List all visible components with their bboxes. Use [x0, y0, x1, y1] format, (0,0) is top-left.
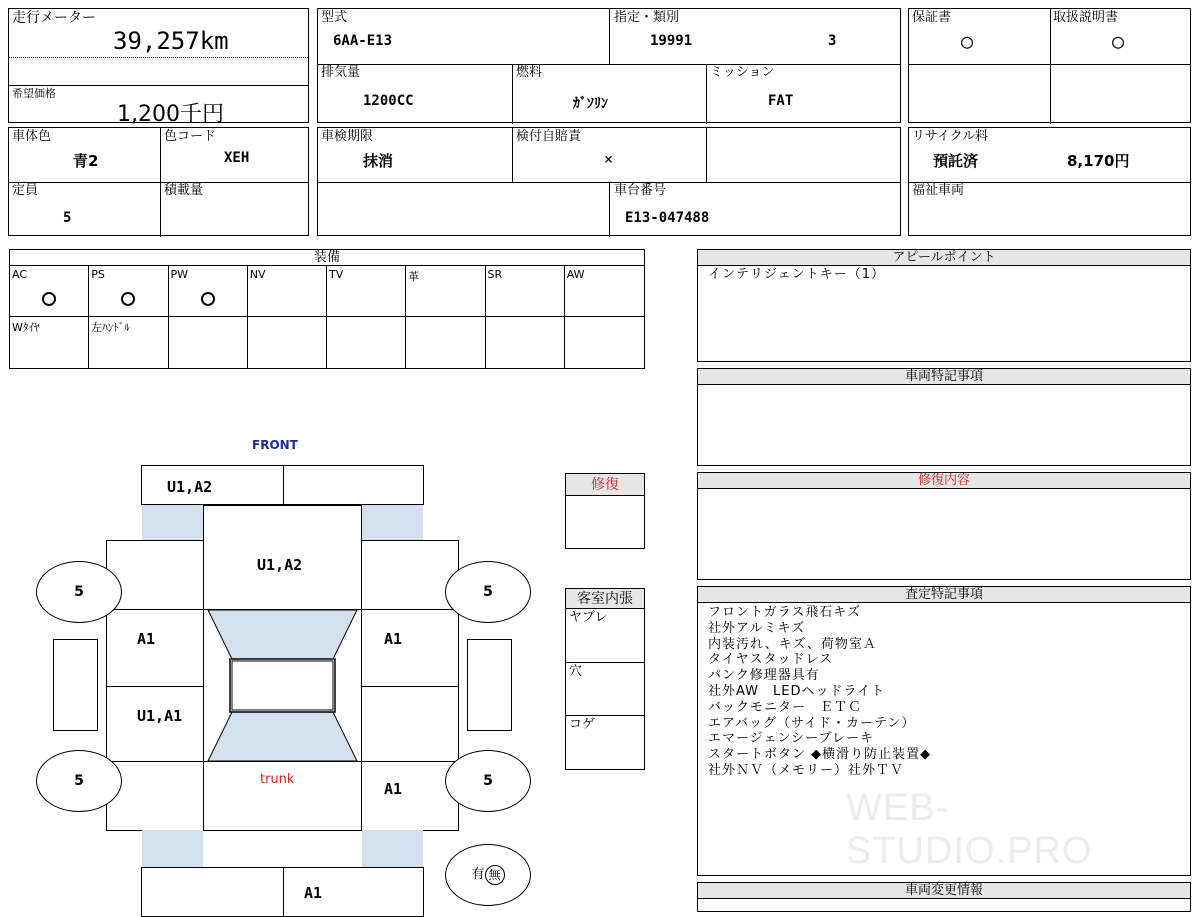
- equipment-cell-tv: [327, 266, 406, 317]
- tire-front-right[interactable]: 5: [445, 561, 531, 623]
- interior-item-tear: ヤブレ: [569, 610, 608, 625]
- right-rear-fender[interactable]: [361, 761, 459, 831]
- change-info-title: 車両変更情報: [698, 883, 1190, 899]
- left-rear-fender[interactable]: [106, 761, 204, 831]
- interior-box: [565, 588, 645, 770]
- equipment-cell-ac: [10, 266, 89, 317]
- equipment-check-mark: [10, 291, 88, 310]
- mission-label: ミッション: [710, 65, 775, 80]
- assessment-line: パンク修理器具有: [708, 668, 820, 684]
- equipment-check-mark: [169, 291, 247, 310]
- color-code-value: XEH: [224, 150, 250, 166]
- equipment-cell-row2: [406, 317, 485, 368]
- inspection-label: 車検期限: [321, 129, 374, 144]
- capacity-value: 5: [63, 210, 72, 226]
- displacement-label: 排気量: [321, 65, 361, 80]
- assessment-line: 社外アルミキズ: [708, 620, 806, 636]
- equipment-cell-row2: [89, 317, 168, 368]
- capacity-label: 定員: [12, 183, 39, 198]
- car-diagram: [0, 430, 560, 900]
- assessment-line: タイヤスタッドレス: [708, 652, 834, 668]
- equipment-label: 左ﾊﾝﾄﾞﾙ: [91, 321, 130, 334]
- model-box: [317, 8, 901, 123]
- equipment-table: [9, 249, 645, 369]
- front-right-pillar: [362, 505, 423, 541]
- rear-bumper[interactable]: [141, 867, 424, 917]
- interior-item-burn: コゲ: [569, 717, 596, 732]
- assessment-title: 査定特記事項: [698, 587, 1190, 603]
- special-notes-title: 車両特記事項: [698, 369, 1190, 385]
- equipment-label: PW: [170, 268, 189, 281]
- watermark: WEB-STUDIO.PRO: [846, 787, 1093, 872]
- tire-rear-left[interactable]: 5: [36, 750, 122, 812]
- equipment-cell-row2: [486, 317, 565, 368]
- odometer-label: 走行メーター: [12, 10, 96, 26]
- repair-box: [565, 473, 645, 549]
- tire-rear-right[interactable]: 5: [445, 750, 531, 812]
- left-front-door[interactable]: [106, 609, 204, 687]
- load-label: 積載量: [164, 183, 204, 198]
- fuel-value: ｶﾞｿﾘﾝ: [573, 96, 608, 112]
- right-mirror: [467, 639, 512, 731]
- appeal-panel: [697, 249, 1191, 362]
- equipment-label: NV: [249, 268, 266, 281]
- roof-windshield: [203, 609, 362, 762]
- rear-left-pillar: [142, 830, 203, 868]
- warranty-value: ○: [961, 29, 974, 53]
- equipment-cell-革: [406, 266, 485, 317]
- model-value: 6AA-E13: [333, 33, 393, 49]
- color-box: [8, 127, 309, 236]
- equipment-check-mark: [89, 291, 167, 310]
- change-info-panel: [697, 882, 1191, 912]
- right-rear-door[interactable]: [361, 686, 459, 762]
- assessment-line: フロントガラス飛石キズ: [708, 605, 861, 620]
- hood[interactable]: [203, 505, 362, 610]
- manual-label: 取扱説明書: [1053, 10, 1119, 25]
- insurance-label: 検付自賠責: [516, 129, 582, 144]
- insurance-value: ×: [604, 150, 614, 168]
- right-front-door-label: A1: [384, 630, 403, 648]
- equipment-title: 装備: [10, 250, 644, 266]
- equipment-grid: [10, 266, 644, 368]
- special-notes-panel: [697, 368, 1191, 466]
- repair-details-title: 修復内容: [698, 473, 1190, 489]
- odometer-value: 39,257km: [113, 27, 229, 55]
- spare-tire-yes: 有: [471, 867, 485, 882]
- front-bumper-label: U1,A2: [167, 478, 213, 496]
- tire-front-left[interactable]: 5: [36, 561, 122, 623]
- odometer-dotted-line: [9, 57, 308, 58]
- left-rear-door-label: U1,A1: [137, 707, 183, 725]
- appeal-title: アピールポイント: [698, 250, 1190, 266]
- repair-title: 修復: [566, 474, 644, 496]
- inspection-value: 抹消: [363, 152, 394, 170]
- recycle-amount: 8,170円: [1067, 152, 1130, 170]
- class-value: 3: [828, 33, 837, 49]
- color-value: 青2: [73, 152, 99, 170]
- recycle-status: 預託済: [933, 152, 979, 170]
- assessment-line: 社外AW LEDヘッドライト: [708, 683, 886, 699]
- warranty-label: 保証書: [912, 10, 952, 25]
- front-bumper[interactable]: [141, 465, 424, 505]
- trunk[interactable]: [203, 761, 362, 831]
- warranty-box: [908, 8, 1191, 123]
- front-left-pillar: [142, 505, 203, 541]
- designation-value: 19991: [650, 33, 693, 49]
- color-code-label: 色コード: [164, 129, 217, 144]
- assessment-line: 内装汚れ、キズ、荷物室Ａ: [708, 636, 877, 652]
- rear-bumper-label: A1: [304, 884, 323, 902]
- manual-value: ○: [1112, 29, 1125, 53]
- left-rear-door[interactable]: [106, 686, 204, 762]
- recycle-label: リサイクル料: [912, 129, 989, 144]
- fuel-label: 燃料: [516, 65, 543, 80]
- trunk-label: trunk: [260, 772, 295, 787]
- hood-label: U1,A2: [257, 556, 303, 574]
- color-label: 車体色: [12, 129, 52, 144]
- equipment-cell-nv: [248, 266, 327, 317]
- assessment-line: エアバッグ（サイド・カーテン）: [708, 715, 916, 731]
- interior-item-hole: 穴: [569, 664, 583, 679]
- right-front-fender[interactable]: [361, 540, 459, 610]
- interior-title: 客室内張: [566, 589, 644, 609]
- equipment-label: TV: [329, 268, 344, 281]
- welfare-label: 福祉車両: [912, 183, 965, 198]
- displacement-value: 1200CC: [363, 93, 414, 109]
- assessment-line: 社外ＮＶ（メモリー）社外ＴＶ: [708, 762, 905, 778]
- equipment-cell-pw: [169, 266, 248, 317]
- recycle-box: [908, 127, 1191, 236]
- chassis-value: E13-047488: [625, 210, 710, 226]
- rear-right-pillar: [362, 830, 423, 868]
- assessment-line: スタートボタン ◆横滑り防止装置◆: [708, 747, 932, 763]
- repair-details-panel: [697, 472, 1191, 580]
- designation-label: 指定・類別: [614, 10, 680, 25]
- spare-tire-indicator[interactable]: [445, 844, 531, 906]
- right-rear-door-label: A1: [384, 780, 403, 798]
- inspection-box: [317, 127, 901, 236]
- chassis-label: 車台番号: [614, 183, 667, 198]
- equipment-label: AC: [12, 268, 28, 281]
- equipment-label: PS: [91, 268, 105, 281]
- assessment-panel: [697, 586, 1191, 876]
- odometer-price-box: [8, 8, 309, 127]
- right-front-door[interactable]: [361, 609, 459, 687]
- appeal-text: インテリジェントキー（1）: [708, 267, 886, 282]
- mission-value: FAT: [768, 93, 794, 109]
- equipment-cell-row2: [10, 317, 89, 368]
- equipment-cell-row2: [327, 317, 406, 368]
- front-label: FRONT: [252, 438, 298, 452]
- left-front-door-label: A1: [137, 630, 156, 648]
- equipment-cell-aw: [565, 266, 644, 317]
- price-label: 希望価格: [12, 87, 56, 100]
- equipment-label: AW: [566, 268, 585, 281]
- spare-tire-no: 無: [485, 865, 505, 885]
- left-mirror: [53, 639, 98, 731]
- assessment-notes: [708, 605, 931, 779]
- equipment-label: Wﾀｲﾔ: [12, 321, 40, 334]
- equipment-cell-row2: [248, 317, 327, 368]
- model-label: 型式: [321, 10, 348, 25]
- equipment-cell-row2: [169, 317, 248, 368]
- assessment-line: バックモニター ＥＴＣ: [708, 699, 863, 715]
- assessment-line: エマージェンシーブレーキ: [708, 731, 874, 747]
- equipment-label: SR: [487, 268, 503, 281]
- equipment-cell-ps: [89, 266, 168, 317]
- price-value: 1,200千円: [117, 102, 224, 127]
- equipment-label: 革: [408, 270, 420, 283]
- equipment-cell-sr: [486, 266, 565, 317]
